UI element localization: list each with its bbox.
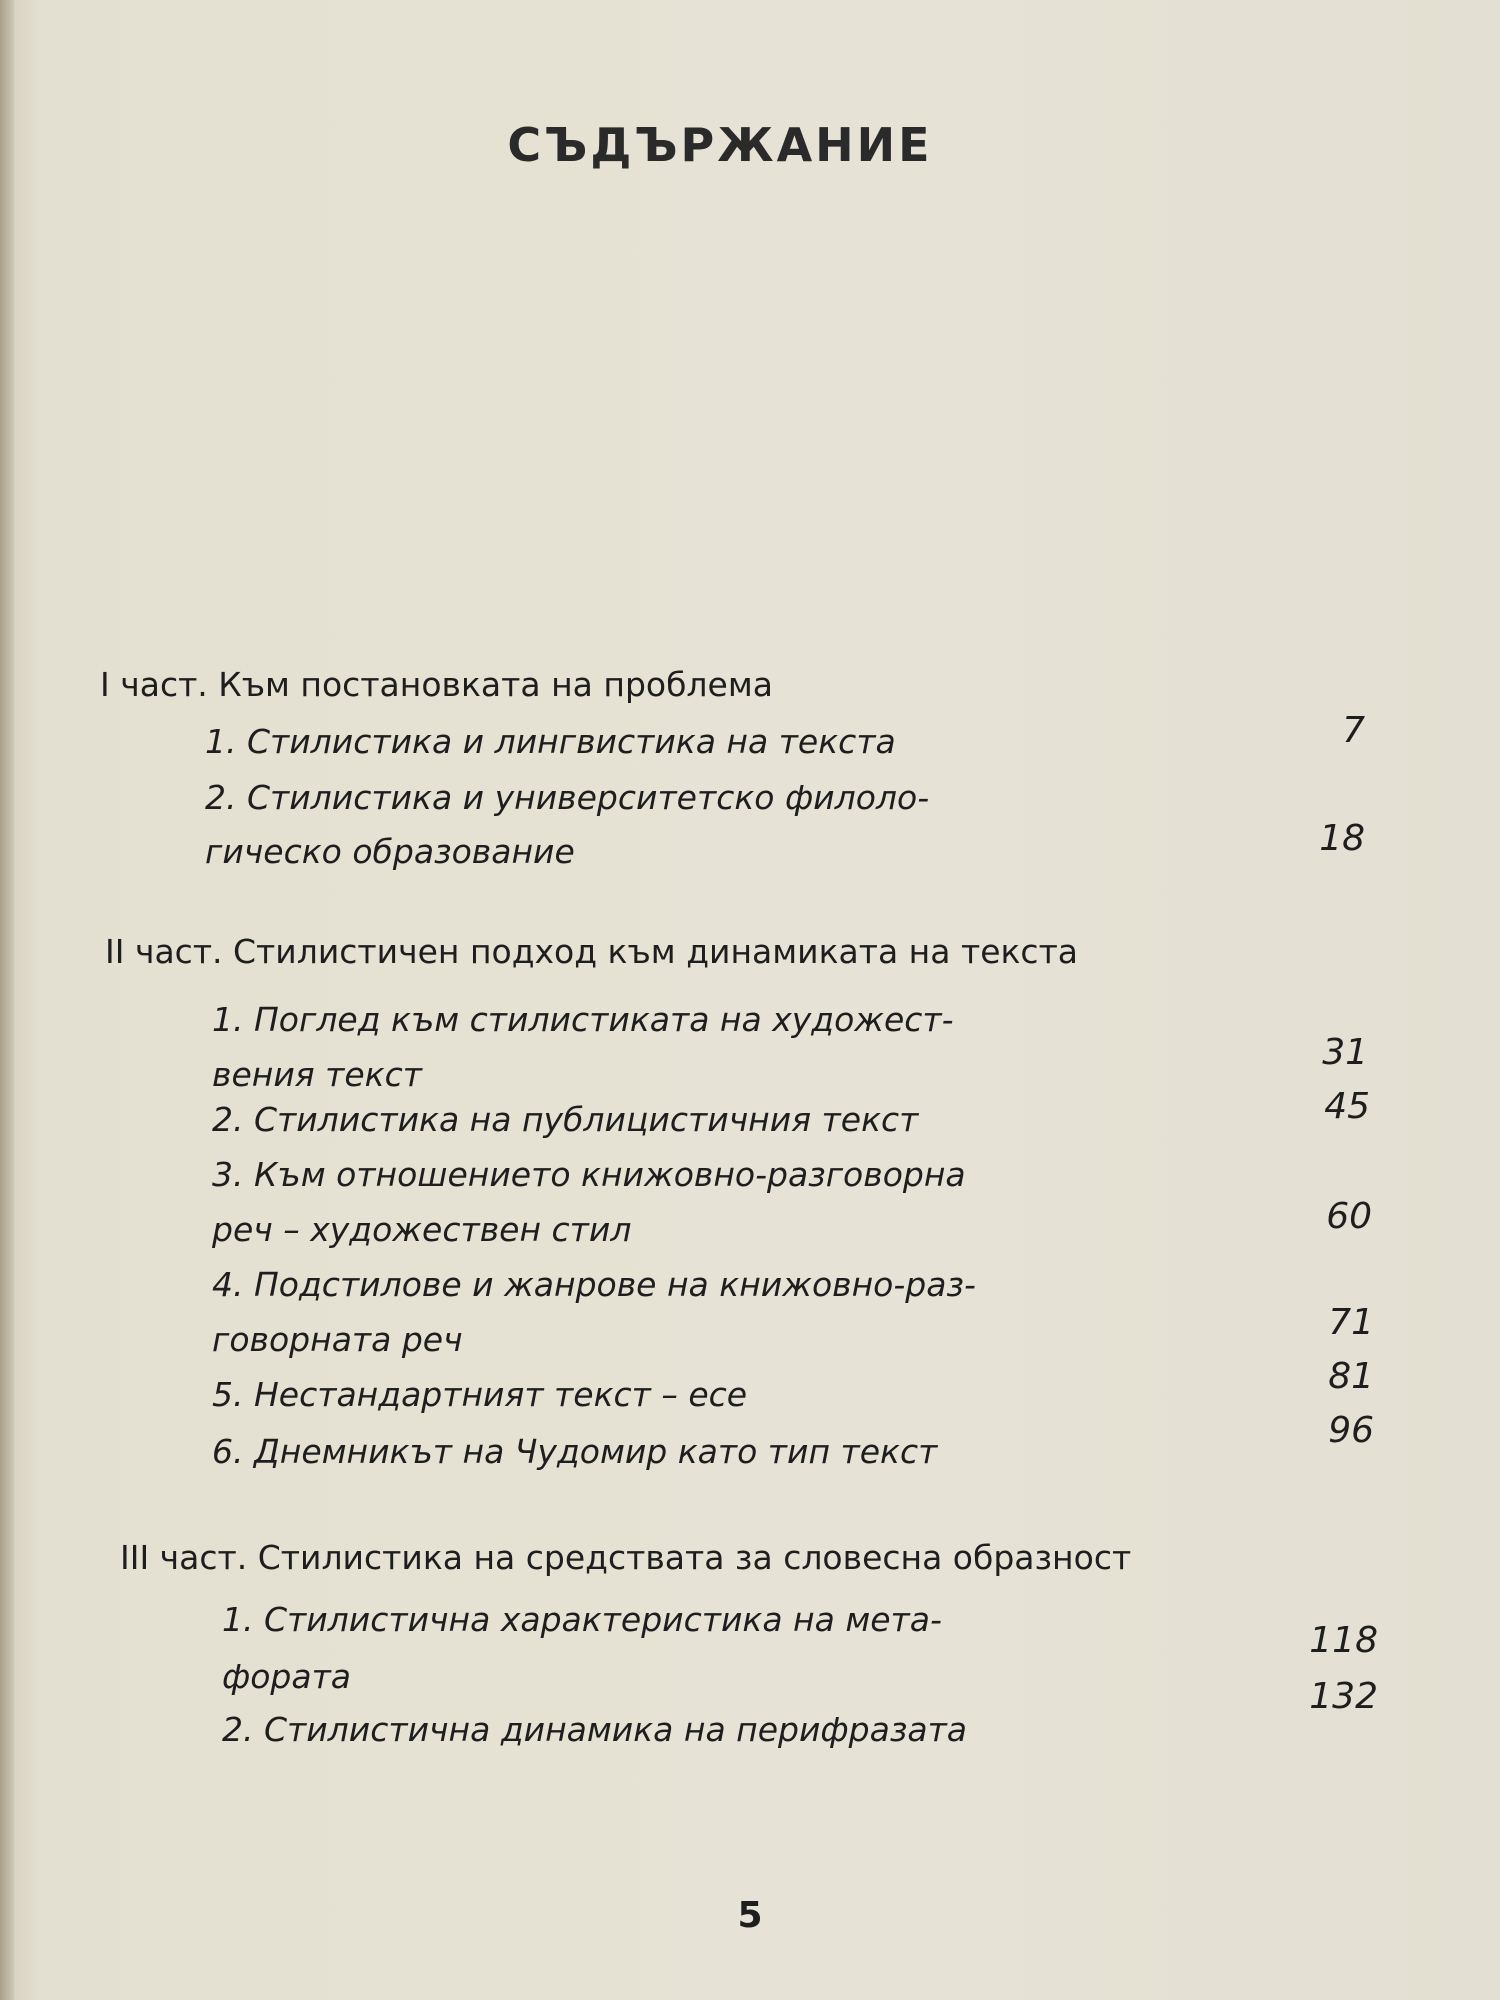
part-heading-3 [120, 1538, 1131, 1577]
part-label: I част. Към постановката на проблема [100, 665, 773, 704]
toc-entry-line: 2. Стилистика на публицистичния текст [212, 1100, 919, 1139]
part-label: III част. Стилистика на средствата за словесна образност [120, 1538, 1132, 1577]
toc-entry-line: 2. Стилистика и университетско филоло- [205, 778, 930, 817]
toc-page-number: 81 [1328, 1356, 1374, 1397]
toc-page-number: 45 [1324, 1086, 1370, 1127]
toc-entry-line: 5. Нестандартният текст – есе [212, 1375, 748, 1414]
part-heading-2 [105, 932, 1078, 971]
toc-entry-line: 1. Стилистична характеристика на мета- [222, 1600, 942, 1639]
toc-page-number: 60 [1326, 1196, 1372, 1237]
toc-entry-line: гическо образование [205, 832, 575, 871]
toc-entry-line: говорната реч [212, 1320, 463, 1359]
page-title: СЪДЪРЖАНИЕ [507, 118, 933, 172]
toc-entry-line: 3. Към отношението книжовно-разговорна [212, 1155, 966, 1194]
toc-entry-line: 1. Поглед към стилистиката на художест- [212, 1000, 954, 1039]
toc-entry-line: 2. Стилистична динамика на перифразата [222, 1710, 968, 1749]
part-heading-1 [100, 665, 773, 704]
page-edge [0, 0, 14, 2000]
toc-entry-line: 6. Днемникът на Чудомир като тип текст [212, 1432, 938, 1471]
toc-entry-line: 1. Стилистика и лингвистика на текста [205, 722, 896, 761]
toc-entry-line: вения текст [212, 1055, 422, 1094]
toc-page-number: 118 [1309, 1620, 1378, 1661]
toc-entry-line: реч – художествен стил [212, 1210, 632, 1249]
toc-page-number: 96 [1328, 1410, 1374, 1451]
toc-entry-line: фората [222, 1657, 352, 1696]
page-number-footer: 5 [737, 1895, 763, 1936]
toc-page-number: 71 [1328, 1302, 1374, 1343]
part-label: II част. Стилистичен подход към динамиката на текста [105, 932, 1079, 971]
toc-page-number: 31 [1322, 1032, 1368, 1073]
toc-page-number: 132 [1309, 1676, 1378, 1717]
toc-page-number: 18 [1319, 818, 1365, 859]
toc-entry-line: 4. Подстилове и жанрове на книжовно-раз- [212, 1265, 976, 1304]
toc-page-number: 7 [1342, 710, 1365, 751]
